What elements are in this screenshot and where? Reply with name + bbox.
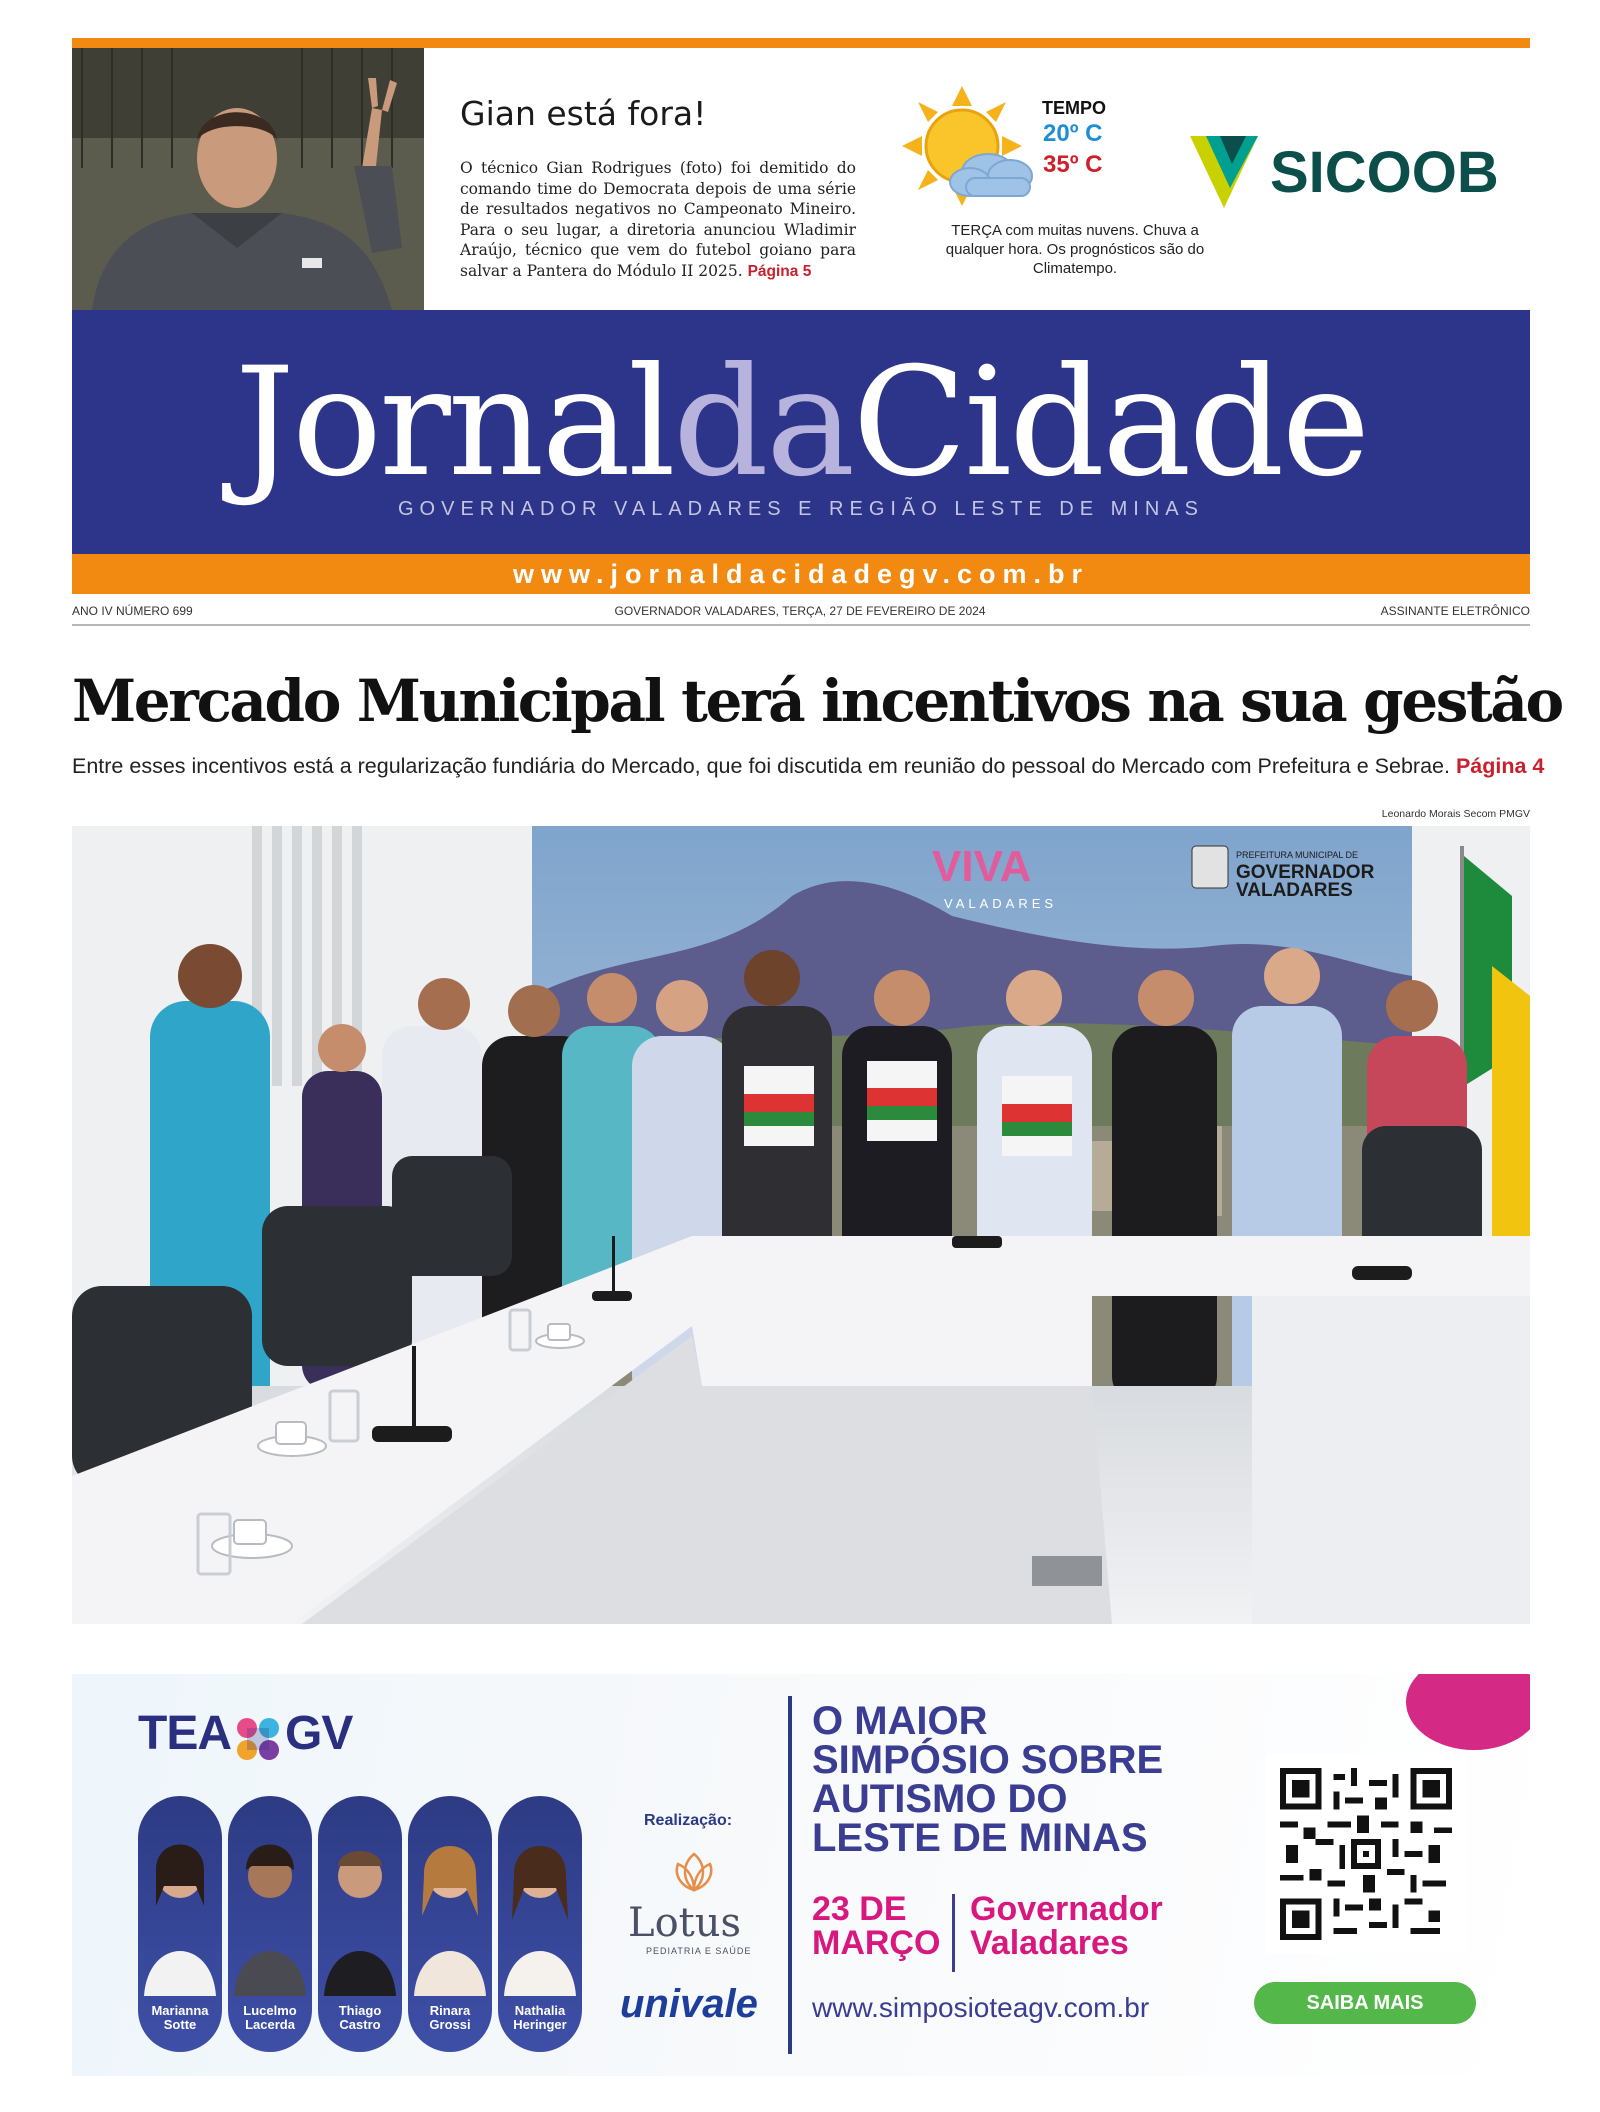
teaser-page-link[interactable]: Página 5 [747, 262, 812, 280]
ad-divider [788, 1696, 792, 2054]
decorative-blob [1406, 1674, 1530, 1750]
speaker-portrait [138, 1796, 222, 1996]
sicoob-logo [1190, 130, 1520, 212]
title-part-da: da [672, 336, 853, 510]
subscription-label: ASSINANTE ELETRÔNICO [1380, 604, 1530, 618]
organizer-lotus: Lotus [628, 1900, 742, 1946]
main-headline[interactable]: Mercado Municipal terá incentivos na sua gestão [72, 667, 1562, 735]
ad-logo-part2: GV [285, 1707, 353, 1760]
mural-org-line1: PREFEITURA MUNICIPAL DE [1236, 850, 1359, 860]
lotus-flower-icon [672, 1850, 716, 1894]
learn-more-button[interactable]: SAIBA MAIS [1254, 1982, 1476, 2024]
speaker-card [318, 1796, 402, 2052]
speaker-first-name: Nathalia [514, 2003, 566, 2018]
qr-code[interactable] [1266, 1754, 1466, 1954]
ad-logo [138, 1706, 352, 1761]
speaker-first-name: Thiago [338, 2003, 382, 2018]
main-page-link[interactable]: Página 4 [1455, 754, 1545, 778]
organizer-lotus-subtitle: PEDIATRIA E SAÚDE [646, 1946, 752, 1956]
puzzle-icon [231, 1716, 285, 1756]
teaser-title[interactable]: Gian está fora! [460, 94, 707, 133]
speaker-name [498, 2004, 582, 2032]
mural-org-line3: VALADARES [1236, 880, 1353, 901]
speaker-name [138, 2004, 222, 2032]
speaker-portrait [408, 1796, 492, 1996]
teaser-body [460, 158, 856, 282]
organizer-univale: univale [620, 1982, 758, 2026]
speaker-last-name: Grossi [429, 2017, 471, 2032]
info-divider [72, 624, 1530, 626]
ad-headline-line: O MAIOR [812, 1699, 988, 1743]
ad-headline-line: AUTISMO DO [812, 1777, 1068, 1821]
organizers-label: Realização: [644, 1812, 733, 1829]
title-part-cidade: Cidade [852, 336, 1368, 510]
weather-forecast-text: TERÇA com muitas nuvens. Chuva a qualquer hora. Os prognósticos são do Climatempo. [945, 222, 1205, 277]
mural-city-label: VALADARES [944, 896, 1058, 911]
svg-text:VIVA: VIVA [932, 842, 1032, 891]
ad-headline [812, 1699, 1232, 1860]
speaker-card [498, 1796, 582, 2052]
advertisement[interactable] [72, 1674, 1530, 2076]
title-part-jornal: Jornal [234, 336, 673, 510]
meeting-photo[interactable] [72, 826, 1530, 1624]
speaker-card [408, 1796, 492, 2052]
website-link[interactable]: www.jornaldacidadegv.com.br [512, 559, 1090, 589]
event-city-line: Governador [970, 1890, 1163, 1928]
edition-number: ANO IV NÚMERO 699 [72, 604, 193, 618]
ad-headline-line: LESTE DE MINAS [812, 1816, 1148, 1860]
weather-low-temp: 20º C [1043, 120, 1103, 147]
coach-photo-illustration [72, 48, 424, 310]
masthead [72, 310, 1530, 554]
speaker-name [318, 2004, 402, 2032]
speaker-card [228, 1796, 312, 2052]
speaker-last-name: Heringer [513, 2017, 567, 2032]
top-accent-rule [72, 38, 1530, 48]
newspaper-subtitle: GOVERNADOR VALADARES E REGIÃO LESTE DE MINAS [398, 498, 1204, 520]
mural-org-line2: GOVERNADOR [1236, 862, 1375, 883]
teaser-body-text: O técnico Gian Rodrigues (foto) foi demitido do comando time do Democrata depois de uma série de resultados negativos no Campeonato Mineiro. Para o seu lugar, a diretoria anunciou Wladimir Araújo, técnico que vem do futebol goiano para salvar a Pantera do Módulo II 2025. [460, 159, 856, 280]
speaker-last-name: Lacerda [245, 2017, 295, 2032]
main-subhead-text: Entre esses incentivos está a regularização fundiária do Mercado, que foi discutida em reunião do pessoal do Mercado com Prefeitura e Sebrae. [72, 754, 1450, 778]
event-date [812, 1892, 952, 1960]
speaker-portrait [498, 1796, 582, 1996]
qr-code-icon [1280, 1768, 1452, 1940]
weather-high-temp: 35º C [1043, 151, 1103, 178]
sponsor-name: SICOOB [1270, 140, 1499, 205]
edition-dateline: GOVERNADOR VALADARES, TERÇA, 27 DE FEVEREIRO DE 2024 [614, 604, 986, 618]
weather-label: TEMPO [1042, 98, 1107, 118]
event-city [970, 1892, 1230, 1960]
speaker-first-name: Rinara [429, 2003, 471, 2018]
speaker-last-name: Sotte [163, 2017, 197, 2032]
date-separator [952, 1894, 955, 1972]
event-city-line: Valadares [970, 1924, 1129, 1962]
event-date-day: 23 DE [812, 1890, 907, 1928]
meeting-photo-illustration [72, 826, 1530, 1624]
ad-logo-part1: TEA [138, 1707, 231, 1760]
speaker-name [408, 2004, 492, 2032]
speaker-portrait [318, 1796, 402, 1996]
speaker-first-name: Marianna [151, 2003, 209, 2018]
coach-photo[interactable] [72, 48, 424, 310]
event-date-month: MARÇO [812, 1924, 941, 1962]
ad-headline-line: SIMPÓSIO SOBRE [812, 1738, 1164, 1782]
website-bar [72, 554, 1530, 594]
sun-cloud-icon [900, 86, 1040, 206]
speaker-portrait [228, 1796, 312, 1996]
speaker-name [228, 2004, 312, 2032]
photo-credit: Leonardo Morais Secom PMGV [1381, 808, 1530, 820]
speaker-card [138, 1796, 222, 2052]
main-subhead [72, 752, 1545, 780]
speaker-last-name: Castro [339, 2017, 381, 2032]
event-website-link[interactable]: www.simposioteagv.com.br [812, 1992, 1150, 2023]
speaker-first-name: Lucelmo [243, 2003, 297, 2018]
sponsor-logo[interactable] [1190, 130, 1520, 212]
